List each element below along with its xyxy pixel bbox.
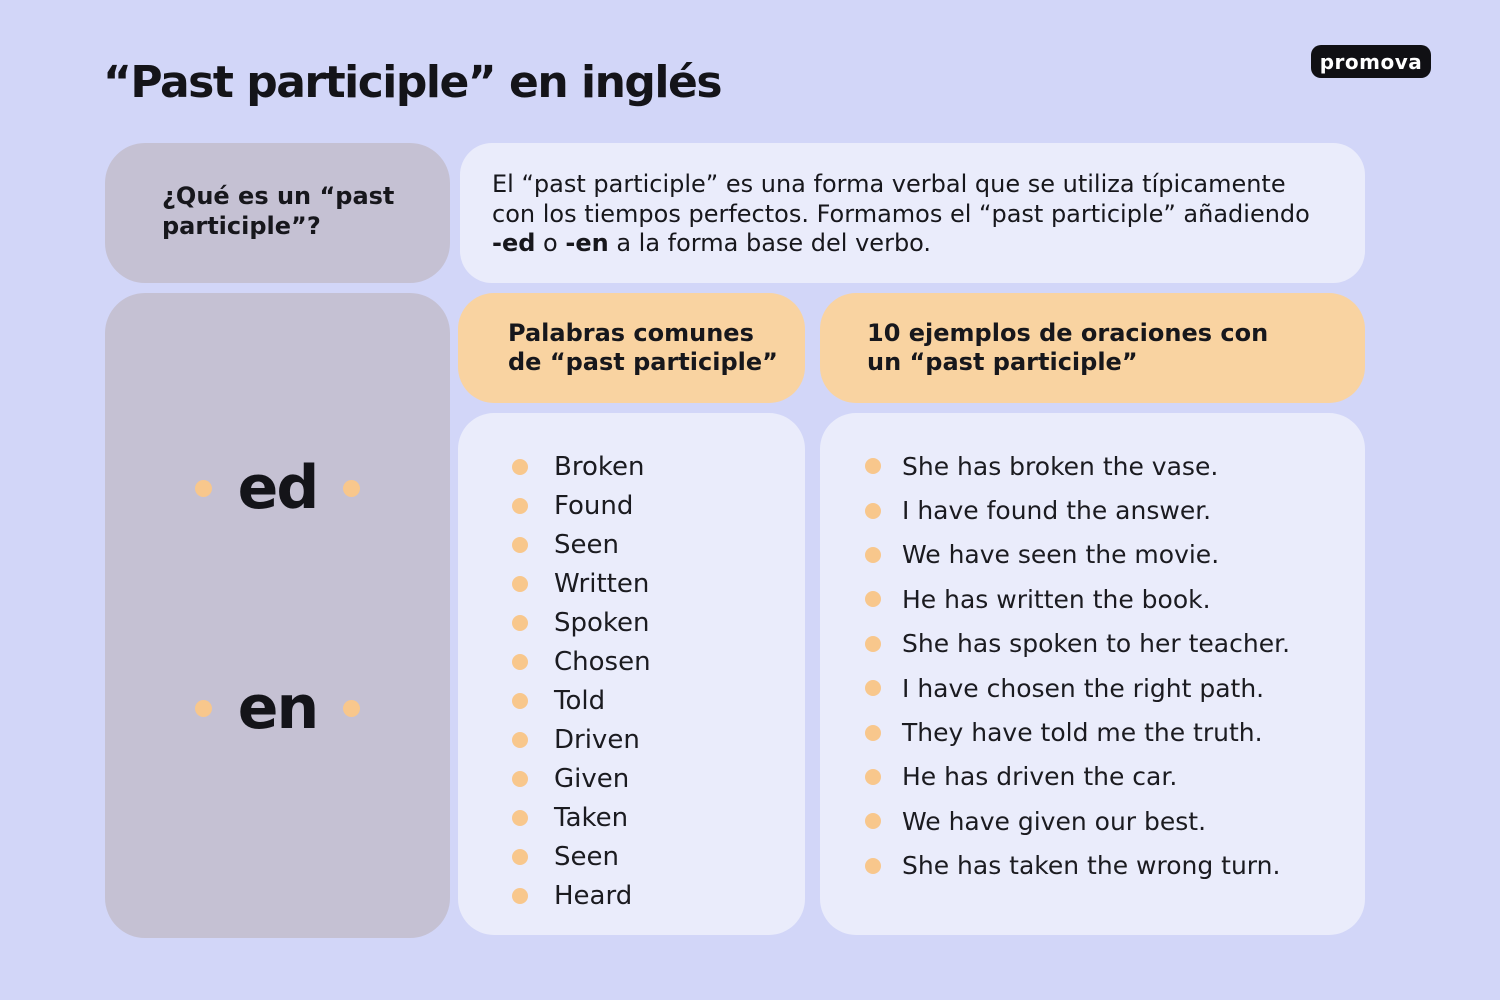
explanation-intro: El “past participle” es una forma verbal que se utiliza típicamente con los tiempos perfectos. Formamos el “past participle” añadiendo [492, 170, 1310, 228]
bullet-dot-icon [865, 636, 881, 652]
example-sentence-text: They have told me the truth. [902, 718, 1263, 748]
example-sentence-text: She has taken the wrong turn. [902, 851, 1281, 881]
explanation-connector: o [535, 229, 566, 257]
explanation-box [460, 143, 1365, 283]
word-list-item [512, 681, 805, 720]
bullet-dot-icon [343, 480, 360, 497]
bullet-dot-icon [512, 654, 528, 670]
bullet-dot-icon [865, 680, 881, 696]
bullet-dot-icon [512, 576, 528, 592]
word-list-item [512, 642, 805, 681]
word-text: Broken [554, 451, 645, 482]
words-section-header-text [508, 319, 778, 377]
promova-logo-text: promova [1319, 49, 1423, 74]
examples-section-header-text [867, 319, 1268, 377]
words-header-line2: de “past participle” [508, 348, 778, 376]
bullet-dot-icon [865, 725, 881, 741]
bullet-dot-icon [512, 693, 528, 709]
bullet-dot-icon [343, 700, 360, 717]
bullet-dot-icon [865, 813, 881, 829]
example-sentence-text: He has written the book. [902, 584, 1211, 614]
examples-header-line1: 10 ejemplos de oraciones con [867, 319, 1269, 347]
bullet-dot-icon [512, 498, 528, 514]
words-section-header [458, 293, 805, 403]
example-sentence-text: We have seen the movie. [902, 540, 1220, 570]
bullet-dot-icon [512, 888, 528, 904]
explanation-suffix-ed: -ed [492, 229, 536, 257]
word-text: Told [554, 685, 606, 716]
words-list [458, 413, 805, 935]
suffix-panel [105, 293, 450, 938]
example-sentence-item [865, 755, 1365, 799]
bullet-dot-icon [865, 547, 881, 563]
word-list-item [512, 447, 805, 486]
word-text: Seen [554, 841, 619, 872]
example-sentence-item [865, 444, 1365, 488]
example-sentence-item [865, 666, 1365, 710]
word-list-item [512, 564, 805, 603]
word-text: Seen [554, 529, 619, 560]
example-sentence-item [865, 488, 1365, 532]
bullet-dot-icon [512, 732, 528, 748]
bullet-dot-icon [512, 615, 528, 631]
word-text: Given [554, 763, 630, 794]
words-header-line1: Palabras comunes [508, 319, 754, 347]
word-list-item [512, 720, 805, 759]
word-list-item [512, 876, 805, 915]
word-list-item [512, 486, 805, 525]
word-text: Chosen [554, 646, 651, 677]
word-text: Spoken [554, 607, 650, 638]
examples-section-header [820, 293, 1365, 403]
explanation-suffix-en: -en [565, 229, 609, 257]
word-text: Heard [554, 880, 633, 911]
example-sentence-item [865, 577, 1365, 621]
bullet-dot-icon [512, 771, 528, 787]
example-sentence-text: He has driven the car. [902, 762, 1178, 792]
example-sentence-item [865, 799, 1365, 843]
example-sentence-item [865, 533, 1365, 577]
bullet-dot-icon [512, 537, 528, 553]
suffix-label: en [237, 673, 318, 743]
word-list-item [512, 837, 805, 876]
word-text: Driven [554, 724, 640, 755]
example-sentence-text: We have given our best. [902, 806, 1207, 836]
example-sentence-item [865, 710, 1365, 754]
bullet-dot-icon [865, 858, 881, 874]
example-sentence-item [865, 622, 1365, 666]
word-text: Taken [554, 802, 629, 833]
example-sentence-text: I have found the answer. [902, 496, 1212, 526]
word-text: Found [554, 490, 634, 521]
page-title: “Past participle” en inglés [103, 57, 722, 108]
question-text: ¿Qué es un “past participle”? [162, 182, 395, 240]
examples-list [820, 413, 1365, 935]
example-sentence-text: She has spoken to her teacher. [902, 629, 1291, 659]
bullet-dot-icon [195, 700, 212, 717]
bullet-dot-icon [195, 480, 212, 497]
explanation-outro: a la forma base del verbo. [608, 229, 932, 257]
bullet-dot-icon [865, 769, 881, 785]
question-box [105, 143, 450, 283]
promova-logo [1311, 45, 1431, 78]
bullet-dot-icon [512, 459, 528, 475]
suffix-item [105, 443, 450, 533]
suffix-label: ed [237, 453, 318, 523]
bullet-dot-icon [512, 849, 528, 865]
example-sentence-text: She has broken the vase. [902, 451, 1219, 481]
explanation-text [492, 170, 1310, 257]
bullet-dot-icon [865, 591, 881, 607]
bullet-dot-icon [865, 503, 881, 519]
word-list-item [512, 525, 805, 564]
examples-header-line2: un “past participle” [867, 348, 1138, 376]
word-list-item [512, 603, 805, 642]
suffix-item [105, 663, 450, 753]
word-list-item [512, 759, 805, 798]
bullet-dot-icon [865, 458, 881, 474]
word-text: Written [554, 568, 650, 599]
word-list-item [512, 798, 805, 837]
example-sentence-text: I have chosen the right path. [902, 673, 1265, 703]
example-sentence-item [865, 844, 1365, 888]
bullet-dot-icon [512, 810, 528, 826]
